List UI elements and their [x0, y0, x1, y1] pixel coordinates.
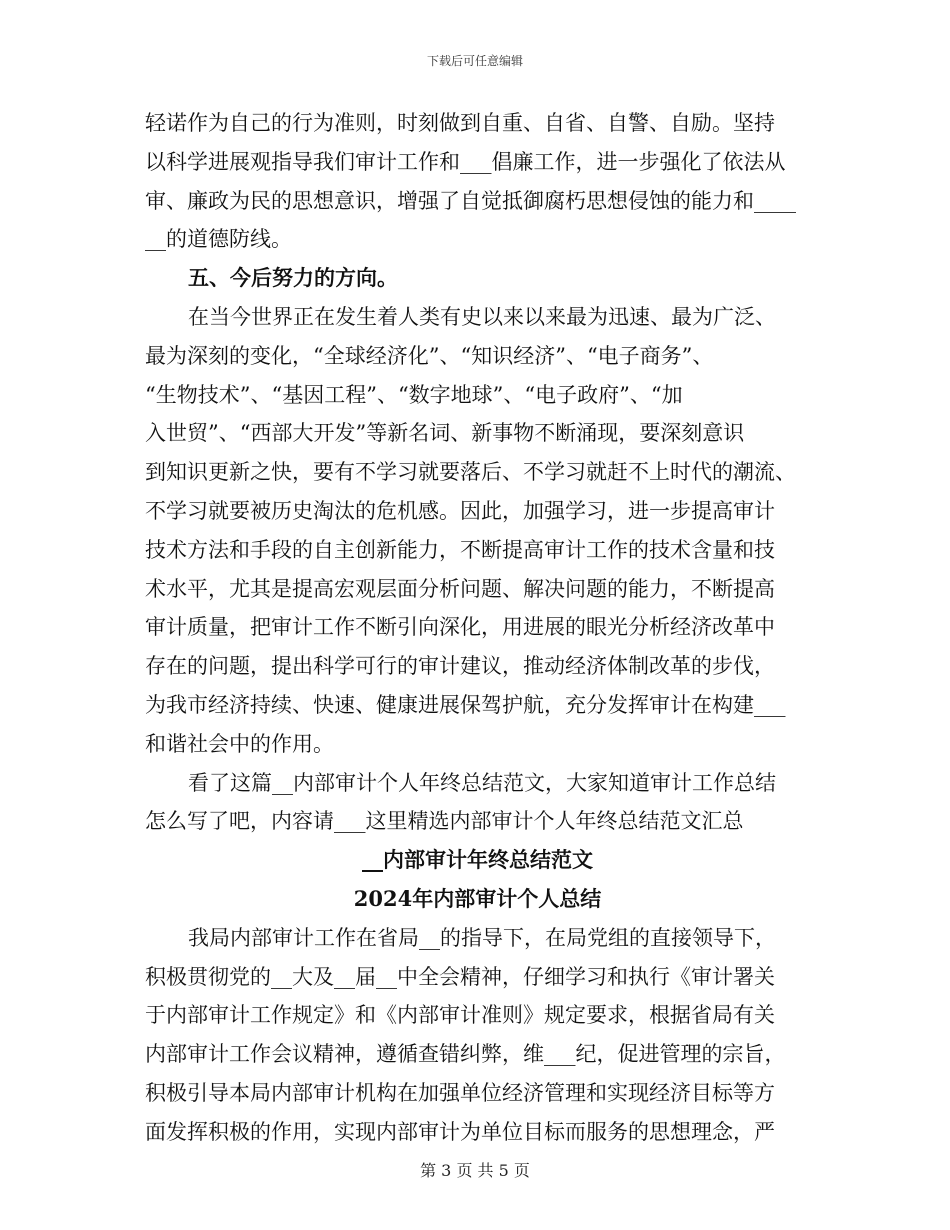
paragraph-line: 积极引导本局内部审计机构在加强单位经济管理和实现经济目标等方: [145, 1080, 775, 1105]
paragraph-line: 怎么写了吧，内容请___这里精选内部审计个人年终总结范文汇总: [145, 809, 744, 834]
paragraph-line: 内部审计工作会议精神，遵循查错纠弊，维___纪，促进管理的宗旨，: [145, 1042, 786, 1067]
paragraph-line: 面发挥积极的作用，实现内部审计为单位目标而服务的思想理念，严: [145, 1119, 775, 1144]
paragraph-line: 我局内部审计工作在省局__的指导下，在局党组的直接领导下，: [188, 925, 776, 950]
paragraph-line: 技术方法和手段的自主创新能力，不断提高审计工作的技术含量和技: [145, 537, 775, 562]
paragraph-line: 审计质量，把审计工作不断引向深化，用进展的眼光分析经济改革中: [145, 615, 775, 640]
paragraph-line: 审、廉政为民的思想意识，增强了自觉抵御腐朽思想侵蚀的能力和____: [145, 188, 796, 213]
paragraph-line: 在当今世界正在发生着人类有史以来以来最为迅速、最为广泛、: [188, 304, 776, 329]
paragraph-line: 积极贯彻党的__大及__届__中全会精神，仔细学习和执行《审计署关: [145, 964, 775, 989]
paragraph-line: 入世贸”、“西部大开发”等新名词、新事物不断涌现，要深刻意识: [145, 421, 745, 446]
paragraph-line: __的道德防线。: [145, 227, 292, 252]
paragraph-line: 轻诺作为自己的行为准则，时刻做到自重、自省、自警、自励。坚持: [145, 111, 775, 135]
paragraph-line: 为我市经济持续、快速、健康进展保驾护航，充分发挥审计在构建___: [145, 692, 786, 717]
paragraph-line: 于内部审计工作规定》和《内部审计准则》规定要求，根据省局有关: [145, 1003, 775, 1028]
paragraph-line: 最为深刻的变化，“全球经济化”、“知识经济”、“电子商务”、: [145, 343, 714, 368]
page-header: 下载后可任意编辑: [426, 54, 523, 68]
page-number: 第 3 页 共 5 页: [420, 1161, 530, 1180]
paragraph-line: 到知识更新之快，要有不学习就要落后、不学习就赶不上时代的潮流、: [145, 460, 796, 485]
document-body: [145, 104, 810, 1152]
section-title: 2024年内部审计个人总结: [353, 885, 602, 911]
paragraph-line: “生物技术”、“基因工程”、“数字地球”、“电子政府”、“加: [145, 382, 683, 407]
paragraph-line: 以科学进展观指导我们审计工作和___倡廉工作，进一步强化了依法从: [145, 149, 786, 174]
paragraph-line: 术水平，尤其是提高宏观层面分析问题、解决问题的能力，不断提高: [145, 576, 775, 601]
paragraph-line: 看了这篇__内部审计个人年终总结范文，大家知道审计工作总结: [188, 770, 776, 795]
section-title: __内部审计年终总结范文: [362, 847, 593, 873]
paragraph-line: 不学习就要被历史淘汰的危机感。因此，加强学习，进一步提高审计: [145, 498, 775, 523]
paragraph-line: 和谐社会中的作用。: [145, 731, 334, 756]
section-heading: 五、今后努力的方向。: [188, 265, 398, 291]
paragraph-line: 存在的问题，提出科学可行的审计建议，推动经济体制改革的步伐，: [145, 654, 775, 679]
